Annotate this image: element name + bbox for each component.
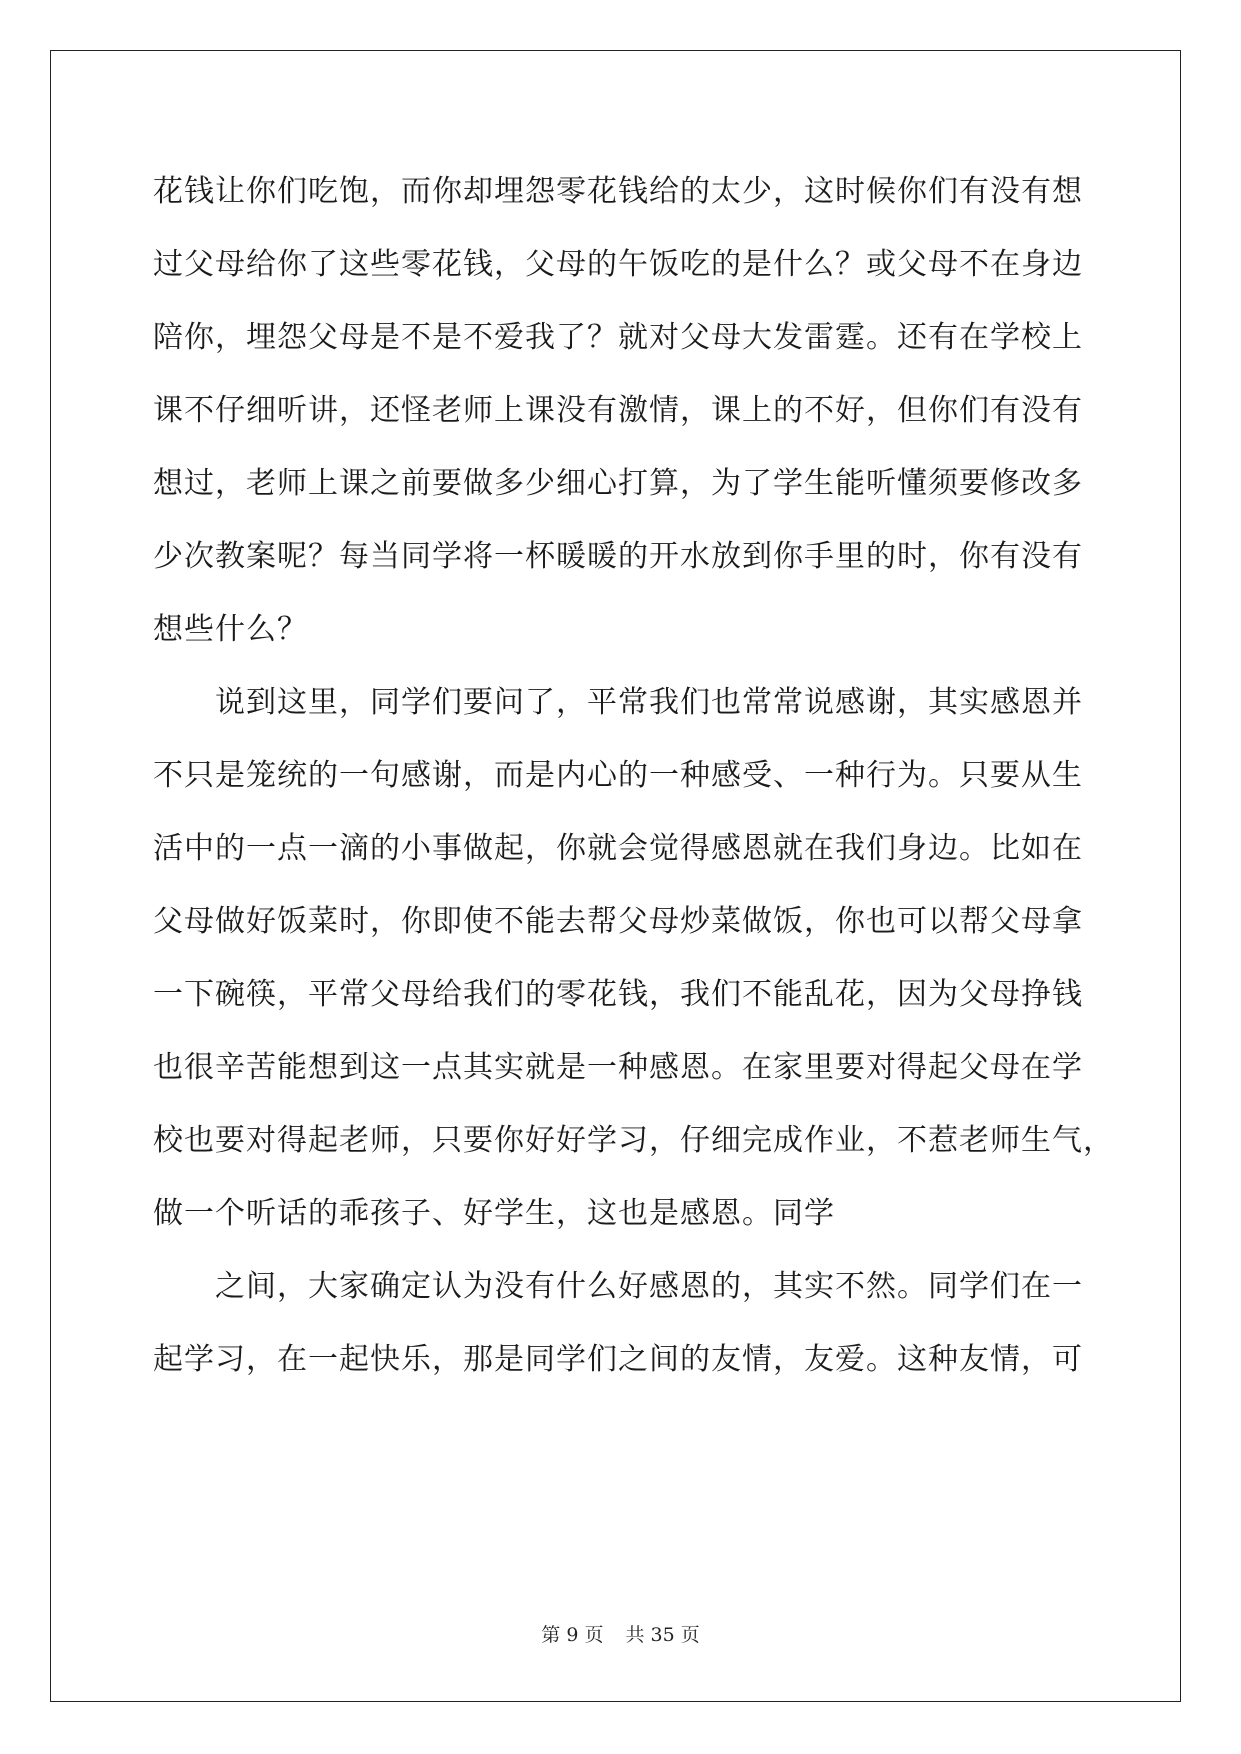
text-line: 过父母给你了这些零花钱，父母的午饭吃的是什么？或父母不在身边 xyxy=(153,247,1083,282)
text-line: 想过，老师上课之前要做多少细心打算，为了学生能听懂须要修改多 xyxy=(153,466,1083,501)
paragraph-first-line: 之间，大家确定认为没有什么好感恩的，其实不然。同学们在一 xyxy=(215,1269,1083,1304)
text-line: 不只是笼统的一句感谢，而是内心的一种感受、一种行为。只要从生 xyxy=(153,758,1083,793)
text-line: 一下碗筷，平常父母给我们的零花钱，我们不能乱花，因为父母挣钱 xyxy=(153,977,1083,1012)
paragraph-first-line: 说到这里，同学们要问了，平常我们也常常说感谢，其实感恩并 xyxy=(215,685,1083,720)
text-line: 父母做好饭菜时，你即使不能去帮父母炒菜做饭，你也可以帮父母拿 xyxy=(153,904,1083,939)
text-line: 做一个听话的乖孩子、好学生，这也是感恩。同学 xyxy=(153,1196,835,1231)
text-line: 花钱让你们吃饱，而你却埋怨零花钱给的太少，这时候你们有没有想 xyxy=(153,174,1083,209)
text-line: 校也要对得起老师，只要你好好学习，仔细完成作业，不惹老师生气， xyxy=(153,1123,1114,1158)
page-number: 第 9 页 xyxy=(541,1624,604,1646)
text-line: 活中的一点一滴的小事做起，你就会觉得感恩就在我们身边。比如在 xyxy=(153,831,1083,866)
text-line: 也很辛苦能想到这一点其实就是一种感恩。在家里要对得起父母在学 xyxy=(153,1050,1083,1085)
text-line: 少次教案呢？每当同学将一杯暖暖的开水放到你手里的时，你有没有 xyxy=(153,539,1083,574)
page-footer xyxy=(0,1620,1241,1647)
text-line: 陪你，埋怨父母是不是不爱我了？就对父母大发雷霆。还有在学校上 xyxy=(153,320,1083,355)
document-body xyxy=(153,155,1114,1396)
page-total: 共 35 页 xyxy=(625,1624,700,1646)
text-line: 课不仔细听讲，还怪老师上课没有激情，课上的不好，但你们有没有 xyxy=(153,393,1083,428)
text-line: 起学习，在一起快乐，那是同学们之间的友情，友爱。这种友情，可 xyxy=(153,1342,1083,1377)
text-line: 想些什么？ xyxy=(153,612,308,647)
